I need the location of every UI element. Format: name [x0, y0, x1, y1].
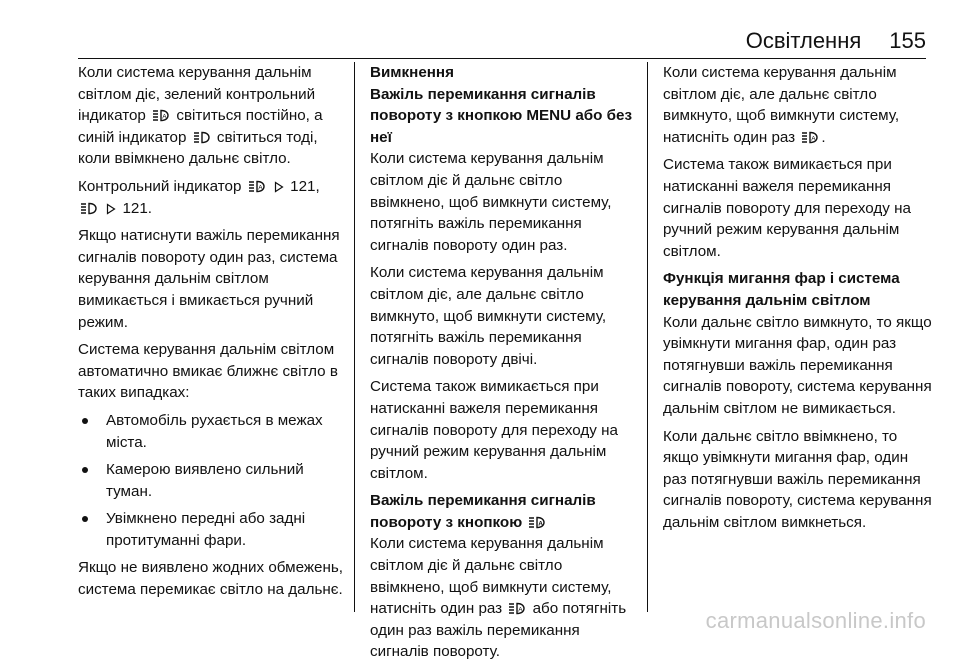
- paragraph: Коли система керування дальнім світлом діє, але дальнє світло вимкнуто, щоб вимкнути систему, потягніть важіль перемикання сигналів повороту двічі.: [370, 264, 607, 368]
- svg-text:A: A: [162, 113, 167, 121]
- subsection-heading: Важіль перемикання сигналів повороту з кнопкою MENU або без неї: [370, 85, 633, 146]
- paragraph: Коли система керування дальнім світлом діє, але дальнє світло вимкнуто, щоб вимкнути систему, натисніть один раз A .: [663, 64, 900, 146]
- paragraph: Система також вимикається при натисканні важеля перемикання сигналів повороту для переходу на ручний режим керування дальнім світлом.: [370, 378, 618, 482]
- paragraph: Коли система керування дальнім світлом діє й дальнє світло ввімкнено, щоб вимкнути систему, натисніть один раз A або потягніть один раз важіль перемикання сигналів повороту.: [370, 535, 627, 661]
- paragraph: Система керування дальнім світлом автоматично вмикає ближнє світло в таких випадках:: [78, 341, 338, 402]
- paragraph: Коли дальнє світло вимкнуто, то якщо увімкнути мигання фар, один раз потягнувши важіль перемикання сигналів повороту, система керування дальнім світлом не вимикається.: [663, 313, 932, 417]
- column-3: [663, 62, 933, 539]
- auto-high-beam-icon: [801, 131, 819, 144]
- high-beam-icon: [193, 131, 211, 144]
- subsection-heading: Функція мигання фар і система керування дальнім світлом: [663, 270, 900, 309]
- column-divider-1: [354, 62, 355, 612]
- column-divider-2: [647, 62, 648, 612]
- svg-text:A: A: [518, 606, 523, 614]
- auto-high-beam-icon: [152, 109, 170, 122]
- column-1: [78, 62, 348, 607]
- paragraph: Коли система керування дальнім світлом діє, зелений контрольний індикатор A світиться постійно, а синій індикатор світиться тоді, коли ввімкнено дальнє світло.: [78, 64, 323, 168]
- bullet-list: [78, 410, 348, 552]
- auto-high-beam-icon: [528, 516, 546, 529]
- section-heading: Вимкнення: [370, 64, 454, 81]
- paragraph: Коли дальнє світло ввімкнено, то якщо увімкнути мигання фар, один раз потягнувши важіль перемикання сигналів повороту, система керування дальнім світлом вимкнеться.: [663, 427, 932, 531]
- watermark: carmanualsonline.info: [705, 608, 926, 633]
- list-item: Камерою виявлено сильний туман.: [78, 459, 348, 502]
- page-reference-icon: [274, 181, 284, 193]
- svg-text:A: A: [257, 184, 263, 192]
- list-item: Автомобіль рухається в межах міста.: [78, 410, 348, 453]
- paragraph: Якщо натиснути важіль перемикання сигналів повороту один раз, система керування дальнім світлом вимикається і вмикається ручний режим.: [78, 227, 340, 331]
- auto-high-beam-icon: [248, 180, 266, 193]
- page-number: 155: [889, 28, 926, 53]
- paragraph: Якщо не виявлено жодних обмежень, система перемикає світло на дальнє.: [78, 559, 343, 599]
- paragraph: Система також вимикається при натисканні важеля перемикання сигналів повороту для переходу на ручний режим керування дальнім світлом.: [663, 156, 911, 260]
- svg-text:A: A: [811, 135, 816, 143]
- page-header: [746, 28, 926, 54]
- subsection-heading: Важіль перемикання сигналів повороту з кнопкою A: [370, 492, 596, 531]
- page-title: Освітлення: [745, 28, 862, 53]
- high-beam-icon: [80, 202, 98, 215]
- page-reference-icon: [106, 203, 116, 215]
- auto-high-beam-icon: [508, 602, 526, 615]
- svg-text:A: A: [538, 520, 544, 528]
- paragraph: Контрольний індикатор A 121, 121.: [78, 177, 320, 217]
- column-2: [370, 62, 640, 669]
- header-rule: [78, 58, 926, 59]
- paragraph: Коли система керування дальнім світлом діє й дальнє світло ввімкнено, щоб вимкнути систему, потягніть важіль перемикання сигналів повороту один раз.: [370, 150, 612, 254]
- list-item: Увімкнено передні або задні протитуманні фари.: [78, 508, 348, 551]
